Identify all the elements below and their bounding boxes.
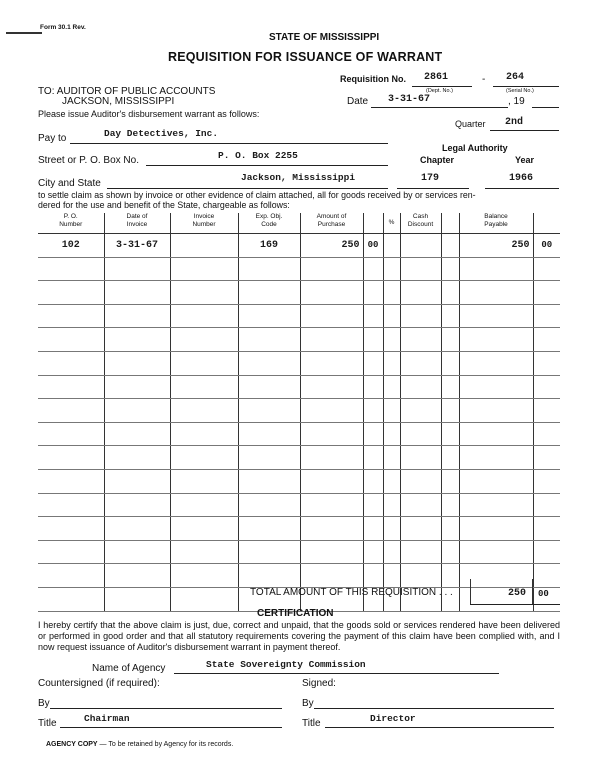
table-cell[interactable]: [459, 304, 533, 328]
table-cell[interactable]: [170, 587, 238, 611]
table-cell[interactable]: [383, 564, 400, 588]
cell-po[interactable]: 102: [38, 234, 104, 258]
countersigned-label: Countersigned (if required):: [38, 678, 160, 689]
table-cell[interactable]: [441, 399, 459, 423]
table-cell[interactable]: [238, 540, 300, 564]
table-cell[interactable]: [170, 257, 238, 281]
table-cell[interactable]: [533, 517, 560, 541]
city-value[interactable]: Jackson, Mississippi: [241, 172, 356, 183]
table-cell[interactable]: [400, 328, 441, 352]
table-cell[interactable]: [363, 281, 383, 305]
pay-to-line: [70, 143, 388, 144]
col-invoice-number: Invoice Number: [170, 213, 238, 234]
table-cell[interactable]: [383, 351, 400, 375]
table-row: [38, 469, 560, 493]
table-cell[interactable]: [533, 564, 560, 588]
table-cell[interactable]: [238, 493, 300, 517]
table-cell[interactable]: [300, 517, 363, 541]
table-cell[interactable]: [459, 375, 533, 399]
table-cell[interactable]: [383, 304, 400, 328]
table-cell[interactable]: [38, 540, 104, 564]
total-value: 250: [508, 588, 527, 599]
table-row: [38, 422, 560, 446]
table-cell[interactable]: [104, 281, 170, 305]
chapter-line: [397, 188, 469, 189]
table-cell[interactable]: [533, 328, 560, 352]
to-line-2: JACKSON, MISSISSIPPI: [62, 96, 175, 107]
table-cell[interactable]: [441, 469, 459, 493]
table-cell[interactable]: [400, 446, 441, 470]
title-right-value[interactable]: Director: [370, 713, 416, 724]
pay-to-label: Pay to: [38, 133, 67, 144]
punch-mark: [6, 32, 42, 34]
ledger-header-row: [38, 213, 560, 234]
table-cell[interactable]: [441, 257, 459, 281]
by-right-line[interactable]: [314, 708, 554, 709]
serial-no-value[interactable]: 264: [506, 72, 525, 83]
table-cell[interactable]: [238, 351, 300, 375]
table-cell[interactable]: [238, 281, 300, 305]
table-cell[interactable]: [238, 257, 300, 281]
table-cell[interactable]: [441, 517, 459, 541]
table-cell[interactable]: [38, 587, 104, 611]
cell-date[interactable]: 3-31-67: [104, 234, 170, 258]
table-cell[interactable]: [459, 399, 533, 423]
street-label: Street or P. O. Box No.: [38, 155, 139, 166]
table-cell[interactable]: [104, 257, 170, 281]
year-line: [485, 188, 559, 189]
table-cell[interactable]: [104, 587, 170, 611]
table-cell[interactable]: [441, 493, 459, 517]
table-cell[interactable]: [400, 493, 441, 517]
serial-no-line: [493, 86, 559, 87]
date-line: [371, 107, 508, 108]
table-cell[interactable]: [104, 422, 170, 446]
table-cell[interactable]: [383, 517, 400, 541]
footer-note: [46, 741, 233, 748]
footer-rest: — To be retained by Agency for its records.: [97, 741, 234, 748]
cell-code[interactable]: 169: [238, 234, 300, 258]
table-row: [38, 540, 560, 564]
table-cell[interactable]: [363, 422, 383, 446]
table-cell[interactable]: [238, 422, 300, 446]
table-cell[interactable]: [383, 493, 400, 517]
table-cell[interactable]: [238, 304, 300, 328]
table-row: [38, 493, 560, 517]
table-cell[interactable]: [363, 399, 383, 423]
table-cell[interactable]: [459, 351, 533, 375]
total-divider-1: [470, 579, 471, 605]
cell-discount[interactable]: [400, 234, 441, 258]
table-cell[interactable]: [459, 281, 533, 305]
table-row: [38, 257, 560, 281]
table-cell[interactable]: [300, 351, 363, 375]
state-heading: STATE OF MISSISSIPPI: [269, 32, 380, 43]
date-value[interactable]: 3-31-67: [388, 94, 431, 105]
serial-no-caption: (Serial No.): [506, 88, 534, 94]
table-cell[interactable]: [170, 399, 238, 423]
table-cell[interactable]: [441, 422, 459, 446]
table-cell[interactable]: [104, 517, 170, 541]
total-divider-2: [532, 579, 533, 605]
table-cell[interactable]: [533, 351, 560, 375]
table-cell[interactable]: [383, 540, 400, 564]
table-row: [38, 351, 560, 375]
col-balance-cents: [533, 213, 560, 234]
table-cell[interactable]: [459, 540, 533, 564]
year-label: Year: [515, 155, 535, 165]
table-cell[interactable]: [104, 328, 170, 352]
table-cell[interactable]: [38, 517, 104, 541]
cell-discount-cents[interactable]: [441, 234, 459, 258]
table-cell[interactable]: [300, 399, 363, 423]
table-cell[interactable]: [533, 281, 560, 305]
table-cell[interactable]: [104, 304, 170, 328]
agency-label: Name of Agency: [92, 663, 166, 674]
table-cell[interactable]: [459, 469, 533, 493]
table-cell[interactable]: [300, 281, 363, 305]
table-cell[interactable]: [363, 257, 383, 281]
agency-value[interactable]: State Sovereignty Commission: [206, 659, 366, 670]
settle-claim-text: to settle claim as shown by invoice or other evidence of claim attached, all for goods received by or services ren- dered for the use and benefit of the State, chargeable as follows:: [38, 190, 476, 210]
table-cell[interactable]: [441, 564, 459, 588]
certification-heading: CERTIFICATION: [257, 608, 334, 619]
table-cell[interactable]: [170, 304, 238, 328]
table-cell[interactable]: [400, 540, 441, 564]
table-cell[interactable]: [170, 469, 238, 493]
table-cell[interactable]: [104, 493, 170, 517]
date-year-line: [532, 107, 559, 108]
table-cell[interactable]: [38, 564, 104, 588]
table-cell[interactable]: [300, 422, 363, 446]
table-cell[interactable]: [300, 375, 363, 399]
table-row: [38, 446, 560, 470]
requisition-dash: -: [482, 74, 486, 85]
chapter-value[interactable]: 179: [421, 173, 440, 184]
table-cell[interactable]: [383, 446, 400, 470]
col-amount-of-purchase: Amount of Purchase: [300, 213, 363, 234]
quarter-value[interactable]: 2nd: [505, 117, 524, 128]
table-cell[interactable]: [383, 328, 400, 352]
table-row: [38, 234, 560, 258]
table-cell[interactable]: [363, 540, 383, 564]
city-line: [107, 188, 388, 189]
table-cell[interactable]: [459, 517, 533, 541]
table-cell[interactable]: [104, 446, 170, 470]
table-cell[interactable]: [400, 351, 441, 375]
table-cell[interactable]: [170, 446, 238, 470]
table-cell[interactable]: [238, 469, 300, 493]
table-cell[interactable]: [459, 446, 533, 470]
table-cell[interactable]: [441, 446, 459, 470]
table-cell[interactable]: [170, 564, 238, 588]
table-cell[interactable]: [300, 446, 363, 470]
table-cell[interactable]: [238, 517, 300, 541]
certification-text: I hereby certify that the above claim is just, due, correct and unpaid, that the goods sold or services rendered have been delivered or performed in good order and that all statutory requirements covering the payment of this claim have been complied with, and I now request issuance of Auditor's disbursement warrant in payment thereof.: [38, 620, 560, 652]
table-cell[interactable]: [363, 375, 383, 399]
table-cell[interactable]: [363, 469, 383, 493]
table-cell[interactable]: [383, 281, 400, 305]
col-cash-discount: Cash Discount: [400, 213, 441, 234]
table-row: [38, 281, 560, 305]
title-right-label: Title: [302, 718, 321, 729]
table-cell[interactable]: [38, 375, 104, 399]
footer-agency-copy: AGENCY COPY: [46, 741, 98, 748]
table-row: [38, 564, 560, 588]
table-cell[interactable]: [170, 351, 238, 375]
table-cell[interactable]: [533, 399, 560, 423]
cell-balance-cents[interactable]: 00: [533, 234, 560, 258]
quarter-line: [490, 130, 559, 131]
table-cell[interactable]: [383, 422, 400, 446]
table-cell[interactable]: [38, 422, 104, 446]
table-cell[interactable]: [363, 351, 383, 375]
form-number: Form 30.1 Rev.: [40, 24, 86, 31]
table-cell[interactable]: [104, 469, 170, 493]
table-cell[interactable]: [363, 446, 383, 470]
table-cell[interactable]: [104, 399, 170, 423]
total-cents: 00: [538, 589, 549, 599]
table-cell[interactable]: [104, 351, 170, 375]
cell-invoice[interactable]: [170, 234, 238, 258]
table-cell[interactable]: [363, 517, 383, 541]
table-cell[interactable]: [533, 469, 560, 493]
ledger-table: [38, 213, 560, 612]
table-cell[interactable]: [441, 351, 459, 375]
table-cell[interactable]: [533, 493, 560, 517]
table-cell[interactable]: [38, 469, 104, 493]
table-cell[interactable]: [104, 375, 170, 399]
table-cell[interactable]: [533, 446, 560, 470]
dept-no-value[interactable]: 2861: [424, 72, 449, 83]
col-amount-cents: [363, 213, 383, 234]
date-label: Date: [347, 96, 369, 107]
table-row: [38, 399, 560, 423]
table-cell[interactable]: [38, 328, 104, 352]
table-cell[interactable]: [533, 257, 560, 281]
instruction-text: Please issue Auditor's disbursement warrant as follows:: [38, 109, 260, 119]
table-cell[interactable]: [363, 564, 383, 588]
table-cell[interactable]: [170, 375, 238, 399]
table-cell[interactable]: [533, 422, 560, 446]
table-cell[interactable]: [383, 469, 400, 493]
page-title: REQUISITION FOR ISSUANCE OF WARRANT: [168, 50, 443, 64]
table-cell[interactable]: [400, 304, 441, 328]
table-cell[interactable]: [300, 304, 363, 328]
table-cell[interactable]: [441, 328, 459, 352]
table-cell[interactable]: [38, 257, 104, 281]
cell-balance[interactable]: 250: [459, 234, 533, 258]
table-cell[interactable]: [300, 257, 363, 281]
table-cell[interactable]: [170, 493, 238, 517]
quarter-label: Quarter: [455, 119, 486, 129]
requisition-label: Requisition No.: [340, 74, 406, 84]
cell-amount[interactable]: 250: [300, 234, 363, 258]
table-cell[interactable]: [400, 375, 441, 399]
street-line: [146, 165, 388, 166]
table-cell[interactable]: [441, 540, 459, 564]
table-cell[interactable]: [533, 375, 560, 399]
by-left-label: By: [38, 698, 50, 709]
city-label: City and State: [38, 178, 101, 189]
table-cell[interactable]: [459, 257, 533, 281]
signed-label: Signed:: [302, 678, 336, 689]
col-date-of-invoice: Date of Invoice: [104, 213, 170, 234]
table-cell[interactable]: [400, 422, 441, 446]
table-cell[interactable]: [400, 469, 441, 493]
table-cell[interactable]: [441, 281, 459, 305]
dept-no-caption: (Dept. No.): [426, 88, 453, 94]
table-cell[interactable]: [300, 540, 363, 564]
year-value[interactable]: 1966: [509, 173, 534, 184]
table-cell[interactable]: [459, 328, 533, 352]
table-cell[interactable]: [533, 304, 560, 328]
table-cell[interactable]: [38, 351, 104, 375]
col-exp-obj-code: Exp. Obj. Code: [238, 213, 300, 234]
chapter-label: Chapter: [420, 155, 455, 165]
total-label: TOTAL AMOUNT OF THIS REQUISITION . . .: [250, 587, 453, 598]
table-cell[interactable]: [38, 399, 104, 423]
table-cell[interactable]: [38, 493, 104, 517]
cell-amount-cents[interactable]: 00: [363, 234, 383, 258]
table-cell[interactable]: [400, 399, 441, 423]
table-cell[interactable]: [400, 564, 441, 588]
table-cell[interactable]: [400, 257, 441, 281]
table-row: [38, 304, 560, 328]
table-cell[interactable]: [441, 375, 459, 399]
date-year-suffix: , 19: [508, 96, 525, 107]
table-cell[interactable]: [238, 375, 300, 399]
table-row: [38, 517, 560, 541]
table-cell[interactable]: [300, 564, 363, 588]
col-po-number: P. O. Number: [38, 213, 104, 234]
street-value[interactable]: P. O. Box 2255: [218, 150, 298, 161]
table-cell[interactable]: [38, 304, 104, 328]
table-cell[interactable]: [383, 399, 400, 423]
table-cell[interactable]: [170, 517, 238, 541]
table-cell[interactable]: [104, 540, 170, 564]
table-cell[interactable]: [104, 564, 170, 588]
title-left-label: Title: [38, 718, 57, 729]
table-cell[interactable]: [238, 446, 300, 470]
table-cell[interactable]: [400, 517, 441, 541]
table-cell[interactable]: [170, 422, 238, 446]
table-row: [38, 328, 560, 352]
title-left-line: [60, 727, 282, 728]
col-discount-cents: [441, 213, 459, 234]
table-cell[interactable]: [170, 281, 238, 305]
col-percent: %: [383, 213, 400, 234]
table-cell[interactable]: [300, 328, 363, 352]
table-row: [38, 375, 560, 399]
table-cell[interactable]: [400, 281, 441, 305]
pay-to-value[interactable]: Day Detectives, Inc.: [104, 128, 219, 139]
table-cell[interactable]: [300, 469, 363, 493]
table-cell[interactable]: [441, 304, 459, 328]
table-cell[interactable]: [533, 540, 560, 564]
table-cell[interactable]: [170, 540, 238, 564]
table-cell[interactable]: [238, 399, 300, 423]
table-cell[interactable]: [238, 564, 300, 588]
by-right-label: By: [302, 698, 314, 709]
by-left-line[interactable]: [50, 708, 282, 709]
table-cell[interactable]: [238, 328, 300, 352]
table-cell[interactable]: [363, 493, 383, 517]
dept-no-line: [412, 86, 472, 87]
table-cell[interactable]: [383, 257, 400, 281]
table-cell[interactable]: [300, 493, 363, 517]
table-cell[interactable]: [170, 328, 238, 352]
cell-percent[interactable]: [383, 234, 400, 258]
title-right-line: [325, 727, 554, 728]
col-balance-payable: Balance Payable: [459, 213, 533, 234]
table-cell[interactable]: [459, 422, 533, 446]
title-left-value[interactable]: Chairman: [84, 713, 130, 724]
table-cell[interactable]: [459, 493, 533, 517]
total-underline: [470, 604, 560, 605]
agency-line: [174, 673, 499, 674]
table-cell[interactable]: [363, 328, 383, 352]
table-cell[interactable]: [383, 375, 400, 399]
legal-authority-label: Legal Authority: [442, 143, 508, 153]
table-cell[interactable]: [363, 304, 383, 328]
table-cell[interactable]: [38, 446, 104, 470]
table-cell[interactable]: [38, 281, 104, 305]
to-line-1: TO: AUDITOR OF PUBLIC ACCOUNTS: [38, 86, 216, 97]
